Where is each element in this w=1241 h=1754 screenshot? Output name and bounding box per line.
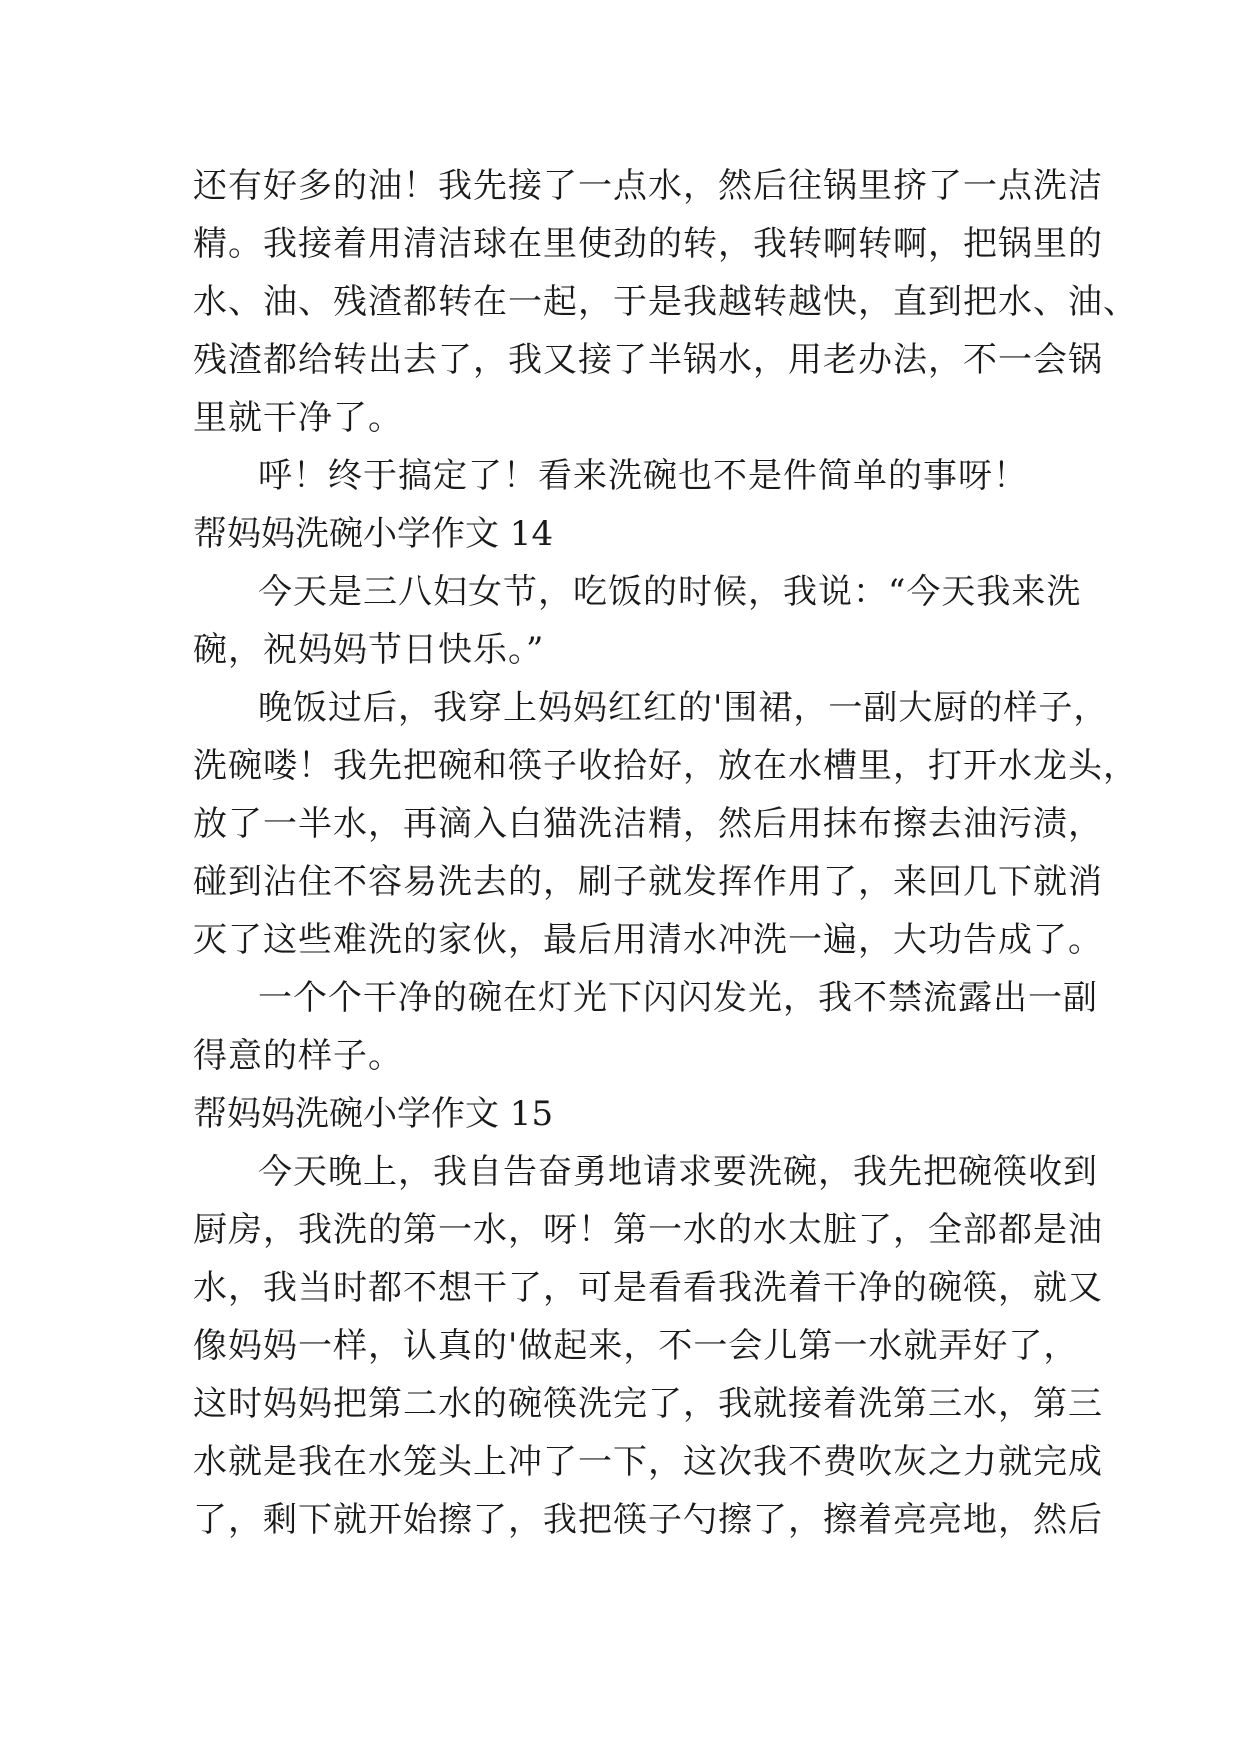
section-heading: 帮妈妈洗碗小学作文 15 xyxy=(193,1094,554,1134)
text-line: 碗，祝妈妈节日快乐。” xyxy=(193,630,545,670)
text-line: 这时妈妈把第二水的碗筷洗完了，我就接着洗第三水，第三 xyxy=(193,1384,1103,1424)
text-line: 得意的样子。 xyxy=(193,1036,403,1076)
text-line: 晚饭过后，我穿上妈妈红红的'围裙，一副大厨的样子， xyxy=(258,688,1109,728)
text-line: 碰到沾住不容易洗去的，刷子就发挥作用了，来回几下就消 xyxy=(193,862,1103,902)
text-line: 了，剩下就开始擦了，我把筷子勺擦了，擦着亮亮地，然后 xyxy=(193,1500,1103,1540)
text-line: 里就干净了。 xyxy=(193,398,403,438)
text-line: 还有好多的油！我先接了一点水，然后往锅里挤了一点洗洁 xyxy=(193,166,1103,206)
text-line: 今天晚上，我自告奋勇地请求要洗碗，我先把碗筷收到 xyxy=(258,1152,1098,1192)
text-line: 洗碗喽！我先把碗和筷子收拾好，放在水槽里，打开水龙头， xyxy=(193,746,1138,786)
text-line: 水、油、残渣都转在一起，于是我越转越快，直到把水、油、 xyxy=(193,282,1138,322)
text-line: 水就是我在水笼头上冲了一下，这次我不费吹灰之力就完成 xyxy=(193,1442,1103,1482)
text-line: 呼！终于搞定了！看来洗碗也不是件简单的事呀！ xyxy=(258,456,1028,496)
text-line: 灭了这些难洗的家伙，最后用清水冲洗一遍，大功告成了。 xyxy=(193,920,1103,960)
text-line: 残渣都给转出去了，我又接了半锅水，用老办法，不一会锅 xyxy=(193,340,1103,380)
text-line: 厨房，我洗的第一水，呀！第一水的水太脏了，全部都是油 xyxy=(193,1210,1103,1250)
text-line: 水，我当时都不想干了，可是看看我洗着干净的碗筷，就又 xyxy=(193,1268,1103,1308)
text-line: 像妈妈一样，认真的'做起来，不一会儿第一水就弄好了， xyxy=(193,1326,1079,1366)
text-line: 今天是三八妇女节，吃饭的时候，我说：“今天我来洗 xyxy=(258,572,1082,612)
text-line: 精。我接着用清洁球在里使劲的转，我转啊转啊，把锅里的 xyxy=(193,224,1103,264)
text-line: 放了一半水，再滴入白猫洗洁精，然后用抹布擦去油污渍， xyxy=(193,804,1103,844)
text-line: 一个个干净的碗在灯光下闪闪发光，我不禁流露出一副 xyxy=(258,978,1098,1018)
section-heading: 帮妈妈洗碗小学作文 14 xyxy=(193,514,554,554)
